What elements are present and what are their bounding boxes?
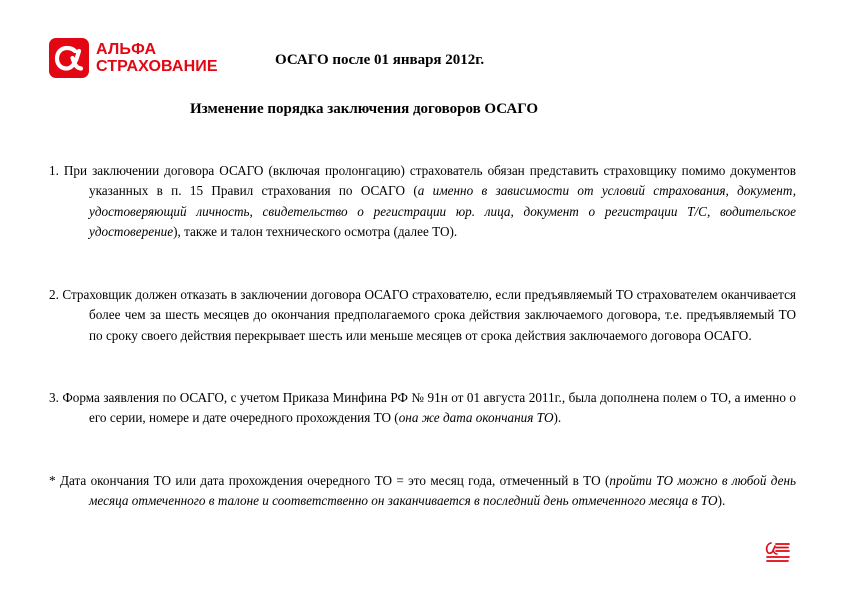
footnote-text-a: * Дата окончания ТО или дата прохождения очередного ТО = это месяц года, отмеченный в ТО (	[49, 473, 610, 488]
logo-line-2: СТРАХОВАНИЕ	[96, 58, 218, 75]
page-title: ОСАГО после 01 января 2012г.	[275, 52, 485, 68]
paragraph-3-italic: она же дата окончания ТО	[398, 410, 554, 426]
alfa-stamp-icon	[763, 538, 791, 566]
footnote	[49, 471, 796, 512]
footnote-italic: пройти ТО можно в любой день месяца отмеченного в талоне и соответственно он заканчивается в последний день отмеченного месяца в ТО	[89, 473, 796, 509]
paragraph-1-text-c: ), также и талон технического осмотра (далее ТО).	[173, 223, 458, 239]
page-subtitle: Изменение порядка заключения договоров ОСАГО	[190, 101, 539, 117]
paragraph-2	[49, 285, 796, 346]
paragraph-3-text-c: ).	[553, 410, 562, 426]
paragraph-1-italic: а именно в зависимости от условий страхования, документ, удостоверяющий личность, свидетельство о регистрации юр. лица, документ о регистрации Т/С, водительское удостоверение	[89, 183, 796, 239]
company-logo	[49, 38, 218, 78]
logo-wordmark	[96, 41, 218, 75]
paragraph-3-text-a: 3. Форма заявления по ОСАГО, с учетом Приказа Минфина РФ № 91н от 01 августа 2011г., была дополнена полем о ТО, а именно о его серии, номере и дате очередного прохождения ТО (	[49, 390, 796, 426]
paragraph-2-text: 2. Страховщик должен отказать в заключении договора ОСАГО страхователю, если предъявляемый ТО страхователем оканчивается более чем за шесть месяцев до окончания предполагаемого срока действия заключаемого договора, т.е. предъявляемый ТО по сроку своего действия перекрывает шесть или меньше месяцев от срока действия заключаемого договора ОСАГО.	[49, 287, 796, 343]
paragraph-3	[49, 388, 796, 429]
paragraph-1	[49, 161, 796, 242]
footnote-text-c: ).	[717, 493, 726, 509]
alpha-logo-icon	[49, 38, 89, 78]
paragraph-1-text-a: 1. При заключении договора ОСАГО (включая пролонгацию) страхователь обязан представить страховщику помимо документов указанных в п. 15 Правил страхования по ОСАГО (	[49, 163, 796, 199]
logo-line-1: АЛЬФА	[96, 41, 157, 58]
